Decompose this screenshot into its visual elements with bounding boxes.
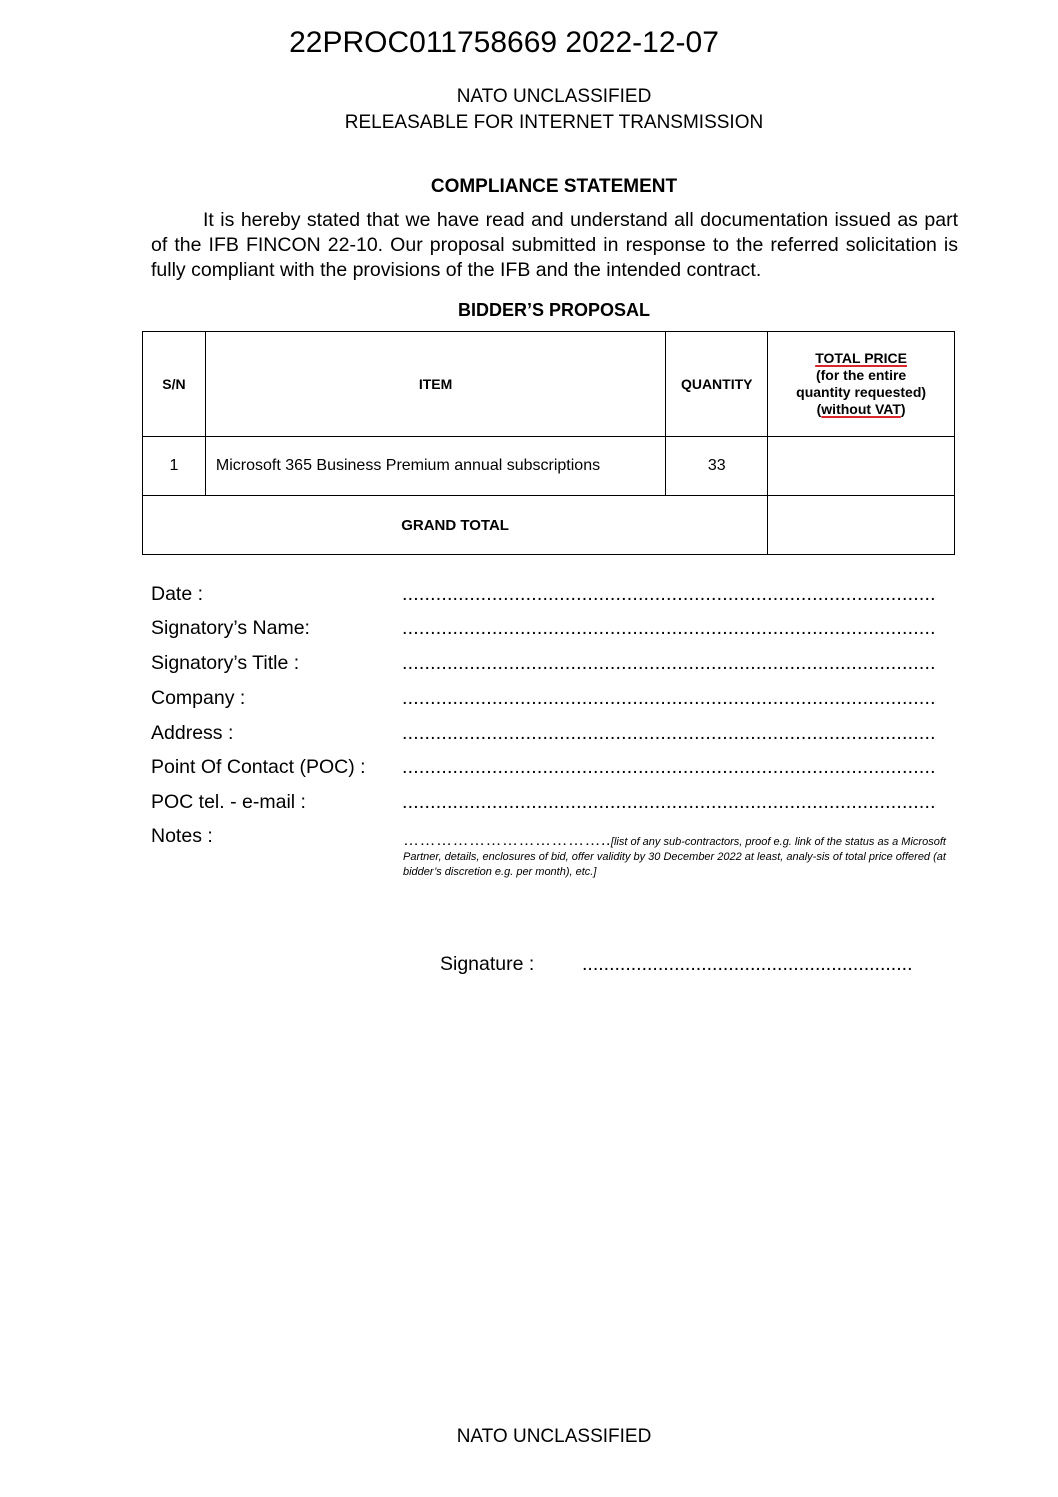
signatory-title-field[interactable]: ............................................................................................... bbox=[402, 652, 936, 674]
grand-total-value[interactable] bbox=[768, 496, 955, 555]
classification-footer: NATO UNCLASSIFIED bbox=[456, 1426, 652, 1447]
form-row-poc bbox=[151, 756, 958, 790]
signature-field[interactable]: ............................................................. bbox=[582, 953, 913, 975]
grand-total-row bbox=[143, 496, 955, 555]
row-sn: 1 bbox=[143, 437, 206, 496]
date-label: Date : bbox=[151, 583, 204, 605]
company-field[interactable]: ............................................................................................... bbox=[402, 687, 936, 709]
poc-field[interactable]: ............................................................................................... bbox=[402, 756, 936, 778]
notes-instructions: [list of any sub-contractors, proof e.g. link of the status as a Microsoft Partner, details, enclosures of bid, offer validity by 30 December 2022 at least, analy-sis of total price offered (at bidder’s discretion e.g. per month), etc.] bbox=[403, 836, 946, 878]
form-row-signatory-name bbox=[151, 617, 958, 651]
header-quantity: QUANTITY bbox=[666, 332, 768, 437]
header-total-price bbox=[768, 332, 955, 437]
company-label: Company : bbox=[151, 687, 246, 709]
header-sn: S/N bbox=[143, 332, 206, 437]
compliance-statement bbox=[151, 208, 958, 283]
form-row-poc-contact bbox=[151, 791, 958, 825]
row-price-input[interactable] bbox=[768, 437, 955, 496]
header-item: ITEM bbox=[205, 332, 665, 437]
poc-contact-label: POC tel. - e-mail : bbox=[151, 791, 306, 813]
notes-dots: ……………………………….. bbox=[403, 832, 611, 849]
address-label: Address : bbox=[151, 722, 234, 744]
poc-label: Point Of Contact (POC) : bbox=[151, 756, 366, 778]
compliance-text: It is hereby stated that we have read and understand all documentation issued as part of the IFB FINCON 22-10. Our proposal submitted in response to the referred solicitation is fully compliant with the provisions of the IFB and the intended contract. bbox=[151, 209, 958, 281]
proposal-title: BIDDER’S PROPOSAL bbox=[457, 300, 651, 320]
classification-header: NATO UNCLASSIFIED bbox=[456, 86, 652, 107]
proposal-table bbox=[142, 331, 955, 555]
price-header-line3: quantity requested) bbox=[796, 384, 927, 400]
price-header-line4: (without VAT) bbox=[816, 401, 906, 417]
signature-label: Signature : bbox=[440, 953, 535, 975]
notes-field[interactable] bbox=[403, 833, 959, 880]
row-quantity: 33 bbox=[666, 437, 768, 496]
form-row-signatory-title bbox=[151, 652, 958, 686]
table-header-row bbox=[143, 332, 955, 437]
table-row bbox=[143, 437, 955, 496]
release-notice: RELEASABLE FOR INTERNET TRANSMISSION bbox=[344, 112, 764, 133]
signatory-name-label: Signatory’s Name: bbox=[151, 617, 310, 639]
signatory-title-label: Signatory’s Title : bbox=[151, 652, 300, 674]
form-row-date bbox=[151, 583, 958, 617]
form-row-address bbox=[151, 722, 958, 756]
poc-contact-field[interactable]: ............................................................................................... bbox=[402, 791, 936, 813]
price-header-line1: TOTAL PRICE bbox=[815, 350, 907, 366]
row-item: Microsoft 365 Business Premium annual subscriptions bbox=[205, 437, 665, 496]
compliance-title: COMPLIANCE STATEMENT bbox=[430, 176, 678, 197]
price-header-line2: (for the entire bbox=[815, 367, 907, 383]
form-row-company bbox=[151, 687, 958, 721]
date-field[interactable]: ............................................................................................... bbox=[402, 583, 936, 605]
address-field[interactable]: ............................................................................................... bbox=[402, 722, 936, 744]
signatory-name-field[interactable]: ............................................................................................... bbox=[402, 617, 936, 639]
grand-total-label: GRAND TOTAL bbox=[143, 496, 768, 555]
document-id: 22PROC011758669 2022-12-07 bbox=[289, 26, 719, 59]
notes-label: Notes : bbox=[151, 825, 213, 847]
